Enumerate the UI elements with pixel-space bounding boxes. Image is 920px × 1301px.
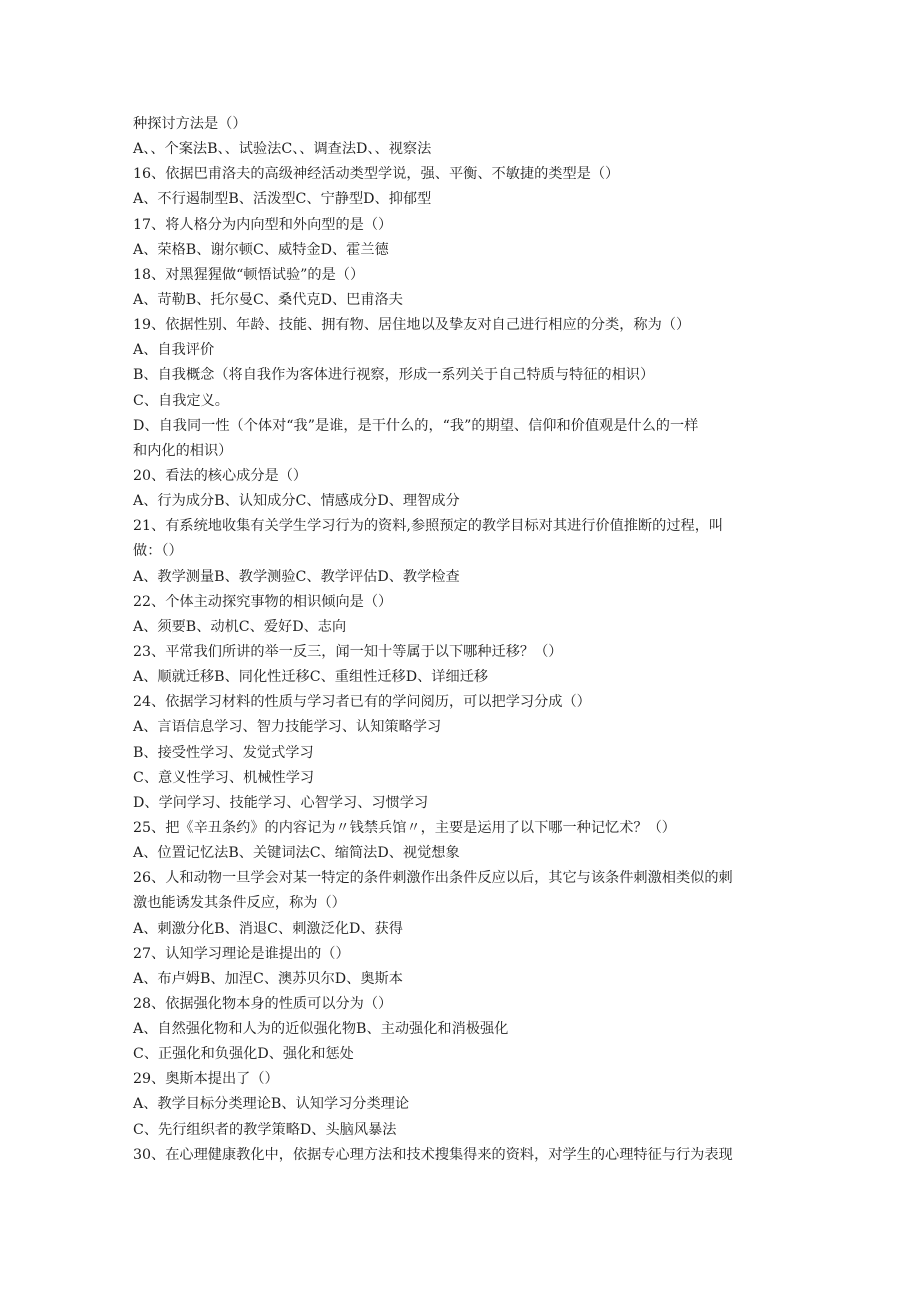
- text-line: A、教学目标分类理论B、认知学习分类理论: [133, 1096, 410, 1113]
- text-line: A、不行遏制型B、活泼型C、宁静型D、抑郁型: [133, 191, 432, 208]
- text-line: 29、奥斯本提出了（）: [133, 1071, 279, 1088]
- text-line: 28、依据强化物本身的性质可以分为（）: [133, 995, 393, 1012]
- text-line: 23、平常我们所讲的举一反三，闻一知十等属于以下哪种迁移？（）: [133, 643, 563, 660]
- text-line: 种探讨方法是（）: [133, 116, 247, 132]
- text-line: 18、对黑猩猩做“顿悟试验”的是（）: [133, 266, 365, 283]
- text-line: C、意义性学习、机械性学习: [133, 769, 315, 786]
- text-line: 24、依据学习材料的性质与学习者已有的学问阅历，可以把学习分成（）: [133, 694, 591, 711]
- text-line: 26、人和动物一旦学会对某一特定的条件刺激作出条件反应以后，其它与该条件刺激相类似的刺: [133, 870, 733, 887]
- text-line: 22、个体主动探究事物的相识倾向是（）: [133, 593, 393, 610]
- text-line: A、苛勒B、托尔曼C、桑代克D、巴甫洛夫: [133, 291, 403, 308]
- text-line: A、教学测量B、教学测验C、教学评估D、教学检查: [133, 568, 460, 585]
- text-line: A、位置记忆法B、关键词法C、缩简法D、视觉想象: [133, 845, 460, 862]
- text-line: A、须要B、动机C、爱好D、志向: [133, 618, 347, 635]
- text-line: A、刺激分化B、消退C、刺激泛化D、获得: [133, 920, 403, 937]
- text-line: C、先行组织者的教学策略D、头脑风暴法: [133, 1121, 397, 1138]
- text-line: A、自然强化物和人为的近似强化物B、主动强化和消极强化: [133, 1021, 509, 1038]
- text-line: 激也能诱发其条件反应，称为（）: [133, 895, 346, 912]
- text-line: A、布卢姆B、加涅C、澳苏贝尔D、奥斯本: [133, 970, 403, 987]
- text-line: D、自我同一性（个体对“我”是谁，是干什么的，“我”的期望、信仰和价值观是什么的一样: [133, 417, 699, 434]
- text-line: 和内化的相识）: [133, 442, 233, 459]
- text-line: A、自我评价: [133, 342, 215, 359]
- text-line: 做：（）: [133, 543, 183, 560]
- document-body: [133, 112, 793, 1168]
- text-line: B、自我概念（将自我作为客体进行视察，形成一系列关于自己特质与特征的相识）: [133, 367, 655, 384]
- text-line: A、、个案法B、、试验法C、、调查法D、、视察法: [133, 141, 432, 158]
- text-line: B、接受性学习、发觉式学习: [133, 744, 314, 761]
- text-line: D、学问学习、技能学习、心智学习、习惯学习: [133, 794, 429, 811]
- text-line: C、自我定义。: [133, 392, 229, 409]
- text-line: 17、将人格分为内向型和外向型的是（）: [133, 216, 393, 233]
- text-line: A、行为成分B、认知成分C、情感成分D、理智成分: [133, 493, 460, 510]
- text-line: 25、把《辛丑条约》的内容记为〃钱禁兵馆〃，主要是运用了以下哪一种记忆术？（）: [133, 819, 676, 836]
- text-line: 20、看法的核心成分是（）: [133, 467, 308, 484]
- text-line: 21、有系统地收集有关学生学习行为的资料,参照预定的教学目标对其进行价值推断的过程，叫: [133, 518, 724, 535]
- text-line: 30、在心理健康教化中，依据专心理方法和技术搜集得来的资料，对学生的心理特征与行为表现: [133, 1146, 733, 1163]
- text-line: 19、依据性别、年龄、技能、拥有物、居住地以及挚友对自己进行相应的分类，称为（）: [133, 317, 691, 334]
- text-line: C、正强化和负强化D、强化和惩处: [133, 1046, 354, 1063]
- text-line: A、言语信息学习、智力技能学习、认知策略学习: [133, 719, 442, 736]
- text-line: 16、依据巴甫洛夫的高级神经活动类型学说，强、平衡、不敏捷的类型是（）: [133, 166, 620, 183]
- text-line: A、荣格B、谢尔顿C、威特金D、霍兰德: [133, 241, 389, 258]
- text-line: 27、认知学习理论是谁提出的（）: [133, 945, 350, 962]
- text-line: A、顺就迁移B、同化性迁移C、重组性迁移D、详细迁移: [133, 669, 489, 686]
